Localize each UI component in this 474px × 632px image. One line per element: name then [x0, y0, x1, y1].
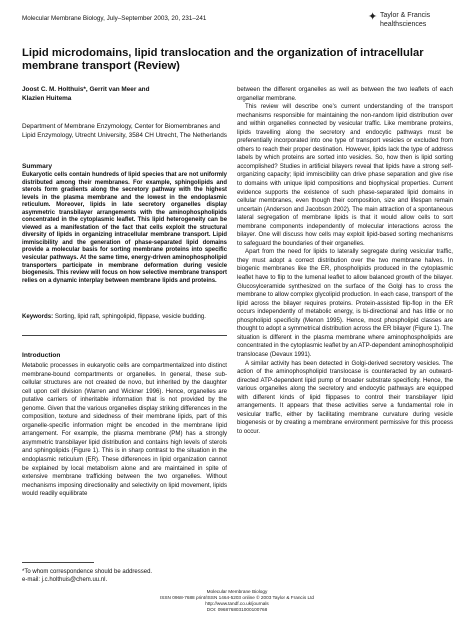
email-note: e-mail: j.c.holthuis@chem.uu.nl.	[22, 577, 108, 583]
keywords-text: Sorting, lipid raft, sphingolipid, flippase, vesicle budding.	[54, 313, 206, 320]
author-line: Joost C. M. Holthuis*, Gerrit van Meer and	[22, 86, 150, 93]
paragraph: between the different organelles as well as between the two leaflets of each organellar membrane.	[237, 86, 453, 102]
footnote-divider	[22, 562, 94, 563]
footnote	[22, 568, 227, 584]
paragraph: This review will describe one’s current understanding of the transport mechanisms responsible for maintaining the non-random lipid distribution over and within organelles connected by vesicular traffic. Like membrane proteins, lipids travelling along the secretory and endocytic pathways must be preferentially incorporated into one type of transport vesicles or excluded from others to reach their proper destination. However, lipids lack the type of address labels by which proteins are sorted into vesicles. So, how then is lipid sorting accomplished? Studies in artificial bilayers reveal that lipids have a strong self-organizing capacity; lipid immiscibility can drive phase separation and give rise to domains with unique lipid compositions and biophysical properties. Current evidence supports the existence of such phase-separated lipid domains in cellular membranes, even though their composition, size and lifespan remain uncertain (Anderson and Jacobson 2002). The main attraction of a spontaneous lateral segregation of membrane lipids is that it would allow cells to sort membrane components independently of molecular interactions across the bilayer. One will discuss how cells may exploit lipid-based sorting mechanisms to safeguard the boundaries of their organelles.	[237, 103, 453, 247]
page-footer	[0, 589, 474, 613]
summary-text: Eukaryotic cells contain hundreds of lipid species that are not uniformly distributed among their membranes. For example, sphingolipids and sterols form gradients along the secretory pathway with the highest levels in the plasma membrane and the lowest in the endoplasmic reticulum. Moreover, lipids in late secretory organelles display asymmetric transbilayer arrangements with the aminophospholipids concentrated in the cytoplasmic leaflet. This lipid heterogeneity can be viewed as a manifestation of the fact that cells exploit the structural diversity of lipids in organizing intracellular membrane transport. Lipid immiscibility and the generation of phase-separated lipid domains provide a molecular basis for sorting membrane proteins into specific vesicular pathways. At the same time, energy-driven aminophospholipid transporters participate in membrane deformation during vesicle biogenesis. This review will focus on how selective membrane transport relies on a dynamic interplay between membrane lipids and proteins.	[22, 172, 227, 284]
footer-doi: DOI: 0968768031000100768	[206, 607, 268, 612]
author-list	[22, 86, 227, 103]
author-line: Klazien Huitema	[22, 94, 72, 102]
keywords-label: Keywords:	[22, 313, 54, 320]
right-column	[237, 86, 453, 436]
publisher-logo	[368, 11, 452, 31]
article-title: Lipid microdomains, lipid translocation and the organization of intracellular membrane transport (Review)	[22, 47, 424, 72]
section-divider	[22, 335, 227, 336]
publisher-logo-icon: ✦	[368, 11, 378, 23]
publisher-imprint: healthsciences	[380, 21, 427, 28]
affiliation: Department of Membrane Enzymology, Center for Biomembranes and Lipid Enzymology, Utrecht University, 3584 CH Utrecht, The Netherlands	[22, 123, 227, 139]
publisher-name: Taylor & Francis	[380, 12, 431, 19]
introduction-heading: Introduction	[22, 352, 61, 359]
paragraph: Apart from the need for lipids to laterally segregate during vesicular traffic, they must adopt a correct distribution over the two membrane halves. In biogenic membranes like the ER, phospholipids produced in the cytoplasmic leaflet have to flip to the lumenal leaflet to allow balanced growth of the bilayer. Glucosylceramide synthesized on the surface of the Golgi has to cross the membrane to allow complex glycolipid production. In each case, transport of the lipid across the bilayer requires proteins. Protein-assisted flip-flop in the ER occurs independently of metabolic energy, is bi-directional and has little or no phospholipid specificity (Menon 1995). Hence, most phospholipid classes are thought to adopt a symmetrical distribution across the ER bilayer (Figure 1). The situation is different in the plasma membrane where aminophospholipids are concentrated in the cytoplasmic leaflet by an ATP-dependent aminophospholipid translocase (Devaux 1991).	[237, 248, 454, 358]
footer-issn: ISSN 0968-7688 print/ISSN 1464-5203 online © 2003 Taylor & Francis Ltd	[160, 595, 314, 600]
summary-heading: Summary	[22, 163, 53, 170]
keywords	[22, 313, 227, 321]
correspondence-note: *To whom correspondence should be addressed.	[22, 569, 153, 575]
footer-url: http://www.tandf.co.uk/journals	[205, 601, 269, 606]
paragraph: A similar activity has been detected in Golgi-derived secretory vesicles. The action of the aminophospholipid translocase is counteracted by an outward-directed ATP-dependent lipid pump of broader substrate specificity. Hence, the various organelles along the secretory and endocytic pathways are equipped with different kinds of lipid flippases to control their transbilayer lipid arrangements. It appears that these activities serve a fundamental role in vesicular traffic, either by facilitating membrane curvature during vesicle biogenesis or by creating a membrane environment permissive for this process to occur.	[237, 359, 453, 435]
footer-journal: Molecular Membrane Biology	[206, 589, 268, 594]
introduction-text: Metabolic processes in eukaryotic cells are compartmentalized into distinct membrane-bound compartments or organelles. In general, these sub-cellular structures are not created de novo, but inherited by the daughter cell upon cell division (Warren and Wickner 1996). Hence, organelles are putative carriers of inheritable information that is not provided by the genome. Given that the various organelles display striking differences in the composition, texture and sidedness of their membrane lipids, part of this organelle-specific information might be encoded in the membrane lipid arrangement. For example, the plasma membrane (PM) has a strongly asymmetric transbilayer lipid distribution and contains high levels of sterols and sphingolipids (Figure 1). This is in sharp contrast to the situation in the endoplasmic reticulum (ER). These differences in lipid organization cannot be explained by local metabolism alone and are maintained in spite of extensive membrane trafficking between the two organelles. Without mechanisms imposing directionality and selectivity on lipid movement, lipids would readily equilibrate	[22, 362, 227, 498]
journal-header: Molecular Membrane Biology, July–September 2003, 20, 231–241	[22, 15, 207, 22]
